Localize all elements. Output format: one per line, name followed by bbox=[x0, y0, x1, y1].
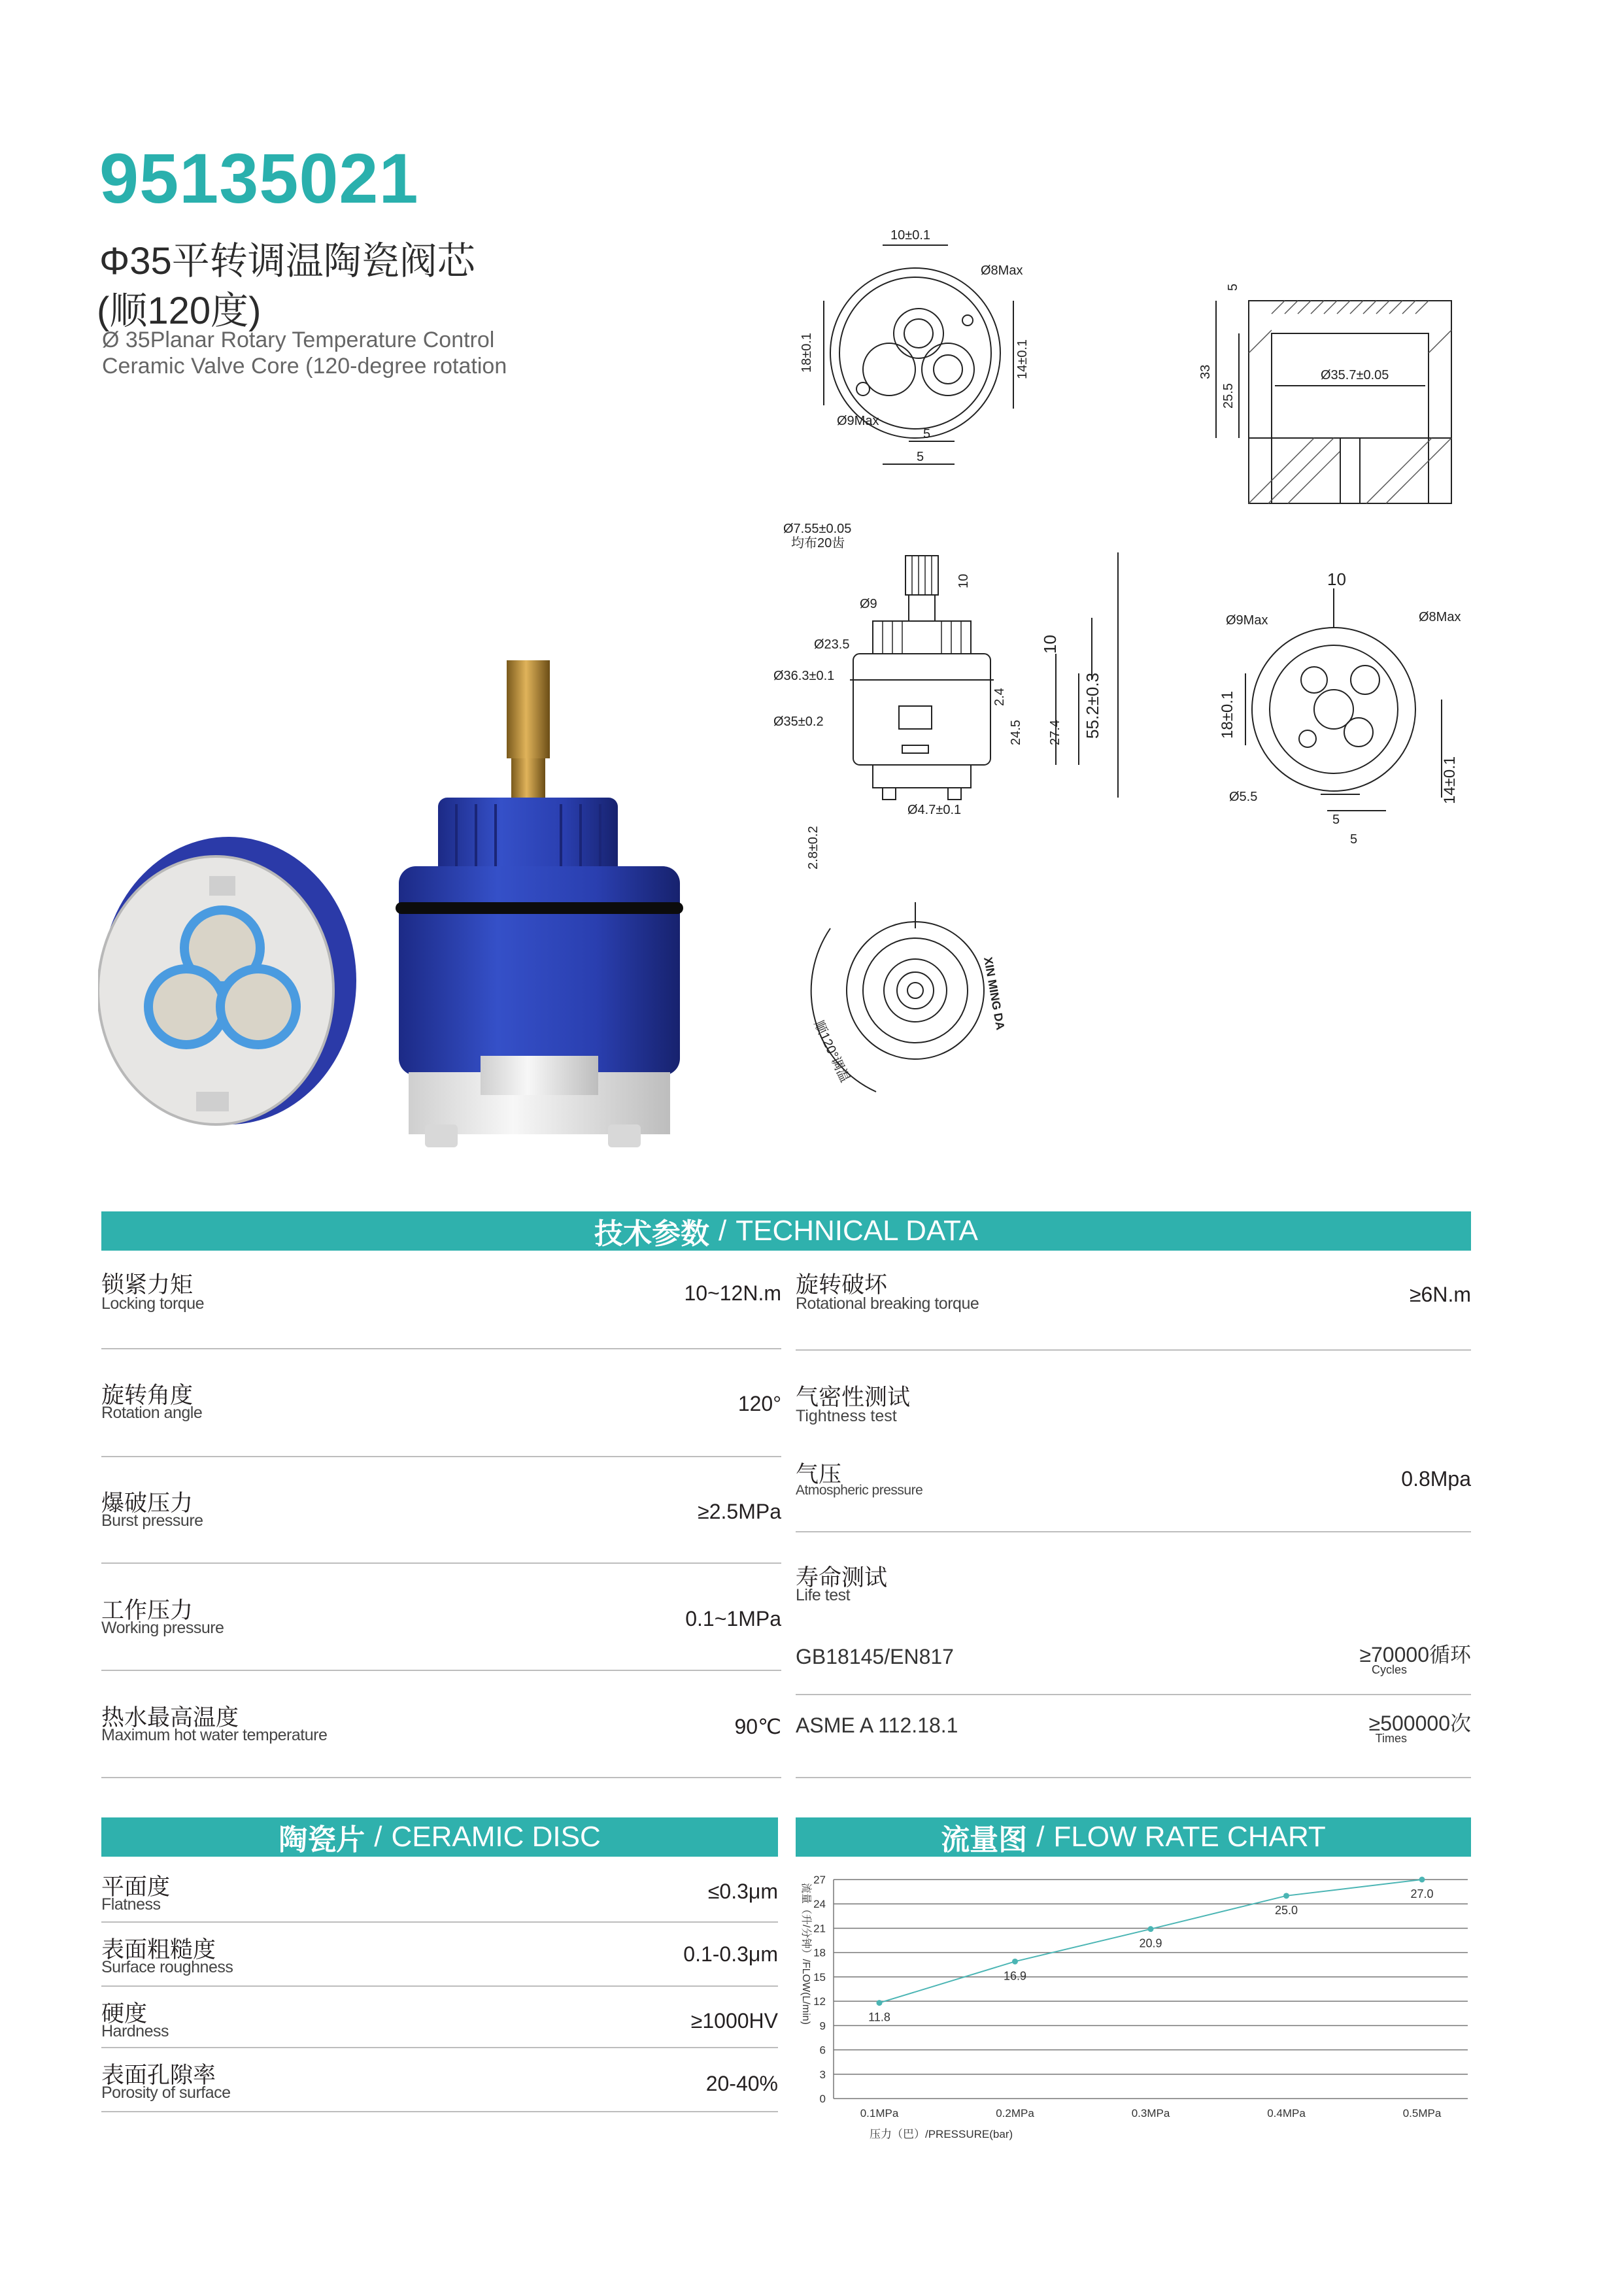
data-label: 27.0 bbox=[1410, 1887, 1434, 1900]
spec-label-en: Atmospheric pressure bbox=[796, 1483, 923, 1498]
dim-top-9max: Ø9Max bbox=[837, 414, 879, 428]
x-tick-label: 0.5MPa bbox=[1402, 2107, 1442, 2119]
y-tick-label: 18 bbox=[813, 1946, 826, 1959]
spec-label-cn: 气压 bbox=[796, 1462, 842, 1487]
spec-label-en: Locking torque bbox=[101, 1294, 205, 1313]
cartridge-side-photo bbox=[396, 660, 683, 1147]
y-tick-label: 0 bbox=[819, 2093, 826, 2105]
dim-bottom-5a: 5 bbox=[1332, 813, 1340, 827]
spec-label-en: Tightness test bbox=[796, 1407, 897, 1425]
top-view-drawing bbox=[800, 228, 1030, 464]
ceramic-label-cn: 表面粗糙度 bbox=[101, 1937, 216, 1963]
life-unit-gb: Cycles bbox=[1371, 1663, 1407, 1676]
flow-chart-heading-cn: 流量图 bbox=[941, 1824, 1028, 1856]
spec-label-en: Rotation angle bbox=[101, 1404, 203, 1422]
technical-data-heading-en: TECHNICAL DATA bbox=[736, 1215, 978, 1247]
ceramic-label-cn: 平面度 bbox=[101, 1874, 171, 1900]
dim-bottom-5b: 5 bbox=[1350, 832, 1358, 847]
technical-drawings bbox=[752, 222, 1523, 1111]
dim-side-10b: 10 bbox=[1040, 635, 1060, 654]
ceramic-value: 20-40% bbox=[705, 2072, 778, 2095]
ceramic-disc-heading-sep: / bbox=[374, 1821, 382, 1853]
product-title-en-line1: Ø 35Planar Rotary Temperature Control bbox=[102, 328, 495, 352]
spec-value: 10~12N.m bbox=[684, 1281, 781, 1305]
spec-label-en: Rotational breaking torque bbox=[796, 1294, 979, 1313]
chart-data-labels bbox=[868, 1887, 1433, 2024]
spec-row-locking-torque bbox=[101, 1262, 781, 1349]
bottom-view-drawing bbox=[1219, 569, 1461, 847]
x-tick-label: 0.4MPa bbox=[1267, 2107, 1306, 2119]
dim-bottom-9max: Ø9Max bbox=[1226, 613, 1268, 628]
rotation-view-drawing bbox=[811, 902, 1007, 1092]
spec-label-cn: 旋转角度 bbox=[101, 1383, 194, 1408]
spec-label-cn: 热水最高温度 bbox=[101, 1705, 239, 1730]
spec-row-atmospheric-pressure bbox=[796, 1450, 1471, 1532]
spec-row-burst-pressure bbox=[101, 1476, 781, 1564]
data-label: 16.9 bbox=[1003, 1969, 1027, 1983]
chart-y-axis-label: 流量（升/分钟）/FLOW(L/min) bbox=[800, 1883, 811, 2025]
spec-label-cn: 工作压力 bbox=[101, 1598, 194, 1623]
rotation-label: 顺120°调温 bbox=[811, 1018, 853, 1085]
dim-side-27-4: 27.4 bbox=[1048, 720, 1062, 745]
product-title-cn: Φ35平转调温陶瓷阀芯 bbox=[99, 240, 475, 282]
dim-bottom-18: 18±0.1 bbox=[1219, 690, 1236, 739]
chart-x-ticks bbox=[860, 2107, 1442, 2119]
life-standard-asme: ASME A 112.18.1 bbox=[796, 1714, 958, 1737]
chart-y-ticks bbox=[813, 1874, 826, 2105]
x-tick-label: 0.2MPa bbox=[996, 2107, 1034, 2119]
spec-row-rotational-breaking bbox=[796, 1262, 1471, 1351]
section-view-drawing bbox=[1198, 284, 1451, 503]
chart-grid bbox=[834, 1880, 1468, 2099]
data-label: 11.8 bbox=[868, 2010, 890, 2024]
y-tick-label: 12 bbox=[813, 1995, 826, 2008]
dim-top-14: 14±0.1 bbox=[1015, 339, 1030, 379]
spec-tightness-test bbox=[796, 1379, 1471, 1432]
dim-bottom-8max: Ø8Max bbox=[1419, 610, 1461, 624]
dim-side-55-2: 55.2±0.3 bbox=[1083, 672, 1102, 739]
y-tick-label: 9 bbox=[819, 2019, 826, 2033]
life-unit-asme: Times bbox=[1375, 1732, 1407, 1745]
ceramic-label-en: Flatness bbox=[101, 1895, 161, 1914]
dim-top-18: 18±0.1 bbox=[800, 332, 814, 373]
technical-data-heading-sep: / bbox=[718, 1215, 727, 1247]
spec-row-life-test bbox=[796, 1560, 1471, 1778]
spec-value: 90℃ bbox=[734, 1715, 781, 1738]
dim-side-2-8: 2.8±0.2 bbox=[806, 826, 820, 869]
spec-label-cn: 锁紧力矩 bbox=[101, 1272, 194, 1298]
ceramic-row-flatness bbox=[101, 1866, 778, 1923]
spec-row-working-pressure bbox=[101, 1583, 781, 1671]
spec-label-cn: 旋转破坏 bbox=[796, 1272, 888, 1298]
chart-x-axis-label: 压力（巴）/PRESSURE(bar) bbox=[870, 2128, 1013, 2140]
dim-top-5b: 5 bbox=[917, 450, 924, 464]
dim-section-33: 33 bbox=[1198, 364, 1213, 379]
data-point bbox=[877, 2000, 883, 2006]
dim-side-2-4: 2.4 bbox=[992, 688, 1007, 706]
y-tick-label: 21 bbox=[813, 1922, 826, 1935]
ceramic-label-cn: 表面孔隙率 bbox=[101, 2063, 216, 2088]
spec-label-cn: 爆破压力 bbox=[101, 1491, 194, 1516]
spec-label-en: Life test bbox=[796, 1586, 851, 1604]
data-label: 25.0 bbox=[1274, 1903, 1298, 1917]
data-point bbox=[1419, 1877, 1425, 1883]
flow-chart-heading-sep: / bbox=[1036, 1821, 1045, 1853]
dim-side-24-5: 24.5 bbox=[1009, 720, 1023, 745]
flow-chart-heading bbox=[796, 1817, 1471, 1857]
life-value-gb: ≥70000循环 bbox=[1359, 1643, 1471, 1666]
cartridge-bottom-photo bbox=[98, 837, 356, 1124]
ceramic-row-hardness bbox=[101, 1992, 778, 2048]
dim-side-7-55: Ø7.55±0.05 bbox=[783, 522, 852, 536]
x-tick-label: 0.3MPa bbox=[1131, 2107, 1170, 2119]
dim-bottom-10: 10 bbox=[1327, 569, 1346, 589]
technical-data-heading bbox=[101, 1211, 1471, 1251]
dim-side-23-5: Ø23.5 bbox=[814, 637, 850, 652]
spec-value: ≥6N.m bbox=[1409, 1283, 1471, 1306]
ceramic-row-roughness bbox=[101, 1928, 778, 1987]
data-point bbox=[1283, 1893, 1289, 1899]
life-value-asme: ≥500000次 bbox=[1368, 1712, 1471, 1735]
ceramic-value: ≤0.3μm bbox=[707, 1880, 778, 1903]
y-tick-label: 24 bbox=[813, 1898, 826, 1911]
y-tick-label: 3 bbox=[819, 2068, 826, 2081]
technical-data-heading-cn: 技术参数 bbox=[594, 1218, 709, 1250]
side-view-drawing bbox=[773, 522, 1118, 869]
spec-row-rotation-angle bbox=[101, 1370, 781, 1457]
dim-section-5: 5 bbox=[1226, 283, 1240, 291]
flow-chart-heading-en: FLOW RATE CHART bbox=[1053, 1821, 1326, 1853]
dim-side-10a: 10 bbox=[956, 573, 971, 588]
ceramic-label-en: Hardness bbox=[101, 2022, 169, 2040]
spec-value: ≥2.5MPa bbox=[698, 1500, 781, 1523]
spec-value: 0.8Mpa bbox=[1401, 1467, 1471, 1491]
dim-section-35-7: Ø35.7±0.05 bbox=[1321, 368, 1389, 382]
spec-value: 0.1~1MPa bbox=[685, 1607, 781, 1630]
ceramic-label-cn: 硬度 bbox=[101, 2001, 148, 2027]
dim-side-9: Ø9 bbox=[860, 597, 877, 611]
dim-bottom-14: 14±0.1 bbox=[1441, 756, 1459, 804]
life-standard-gb: GB18145/EN817 bbox=[796, 1645, 954, 1668]
life-divider bbox=[796, 1694, 1471, 1695]
dim-side-4-7: Ø4.7±0.1 bbox=[907, 803, 962, 817]
y-tick-label: 27 bbox=[813, 1874, 826, 1886]
ceramic-disc-heading-en: CERAMIC DISC bbox=[391, 1821, 601, 1853]
dim-side-36-3: Ø36.3±0.1 bbox=[773, 669, 835, 683]
ceramic-value: ≥1000HV bbox=[690, 2009, 778, 2033]
spec-label-en: Maximum hot water temperature bbox=[101, 1726, 328, 1744]
dim-side-35: Ø35±0.2 bbox=[773, 715, 824, 729]
dim-top-5a: 5 bbox=[923, 427, 931, 441]
x-tick-label: 0.1MPa bbox=[860, 2107, 899, 2119]
ceramic-value: 0.1-0.3μm bbox=[683, 1942, 778, 1966]
spec-label-en: Working pressure bbox=[101, 1619, 224, 1637]
dim-top-10: 10±0.1 bbox=[890, 228, 931, 243]
data-point bbox=[1012, 1959, 1018, 1965]
ceramic-row-porosity bbox=[101, 2053, 778, 2112]
data-point bbox=[1148, 1926, 1154, 1932]
ceramic-label-en: Porosity of surface bbox=[101, 2084, 231, 2102]
data-label: 20.9 bbox=[1139, 1936, 1162, 1950]
ceramic-label-en: Surface roughness bbox=[101, 1958, 233, 1976]
y-tick-label: 6 bbox=[819, 2044, 826, 2057]
dim-side-teeth: 均布20齿 bbox=[791, 536, 845, 550]
dim-top-8max: Ø8Max bbox=[981, 263, 1023, 278]
spec-row-max-hot-water bbox=[101, 1691, 781, 1778]
brand-mark: XIN MING DA bbox=[981, 956, 1007, 1031]
ceramic-disc-heading-cn: 陶瓷片 bbox=[279, 1824, 365, 1856]
flow-rate-chart bbox=[791, 1870, 1471, 2144]
spec-label-cn: 寿命测试 bbox=[796, 1565, 888, 1591]
product-photo bbox=[98, 641, 700, 1151]
model-number: 95135021 bbox=[99, 139, 419, 218]
y-tick-label: 15 bbox=[813, 1970, 826, 1984]
product-title-cn-rotation: (顺120度) bbox=[97, 290, 262, 332]
spec-label-en: Burst pressure bbox=[101, 1511, 203, 1530]
dim-section-25-5: 25.5 bbox=[1221, 383, 1236, 409]
spec-label-cn: 气密性测试 bbox=[796, 1385, 911, 1410]
ceramic-disc-heading bbox=[101, 1817, 778, 1857]
product-title-en bbox=[102, 327, 599, 379]
spec-value: 120° bbox=[737, 1392, 781, 1415]
dim-bottom-5-5: Ø5.5 bbox=[1229, 790, 1258, 804]
product-title-en-line2: Ceramic Valve Core (120-degree rotation bbox=[102, 354, 507, 379]
